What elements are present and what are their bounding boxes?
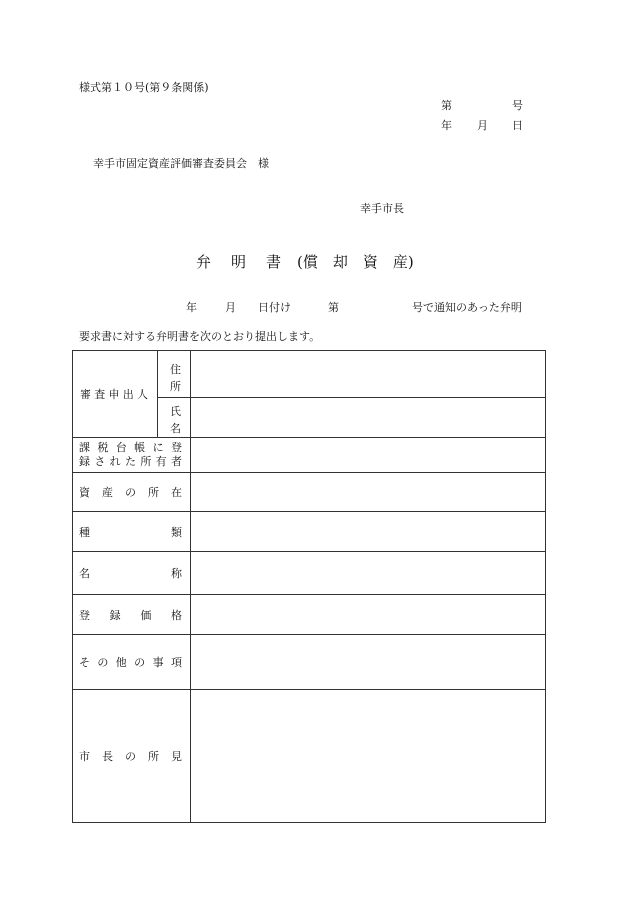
label-char: 名 [79, 567, 90, 580]
notice-month: 月 [225, 301, 236, 314]
label-char: 産 [102, 486, 113, 499]
label-char: 登 [170, 441, 182, 454]
label-char: 所 [148, 750, 159, 763]
label-name [170, 403, 184, 437]
label-char: の [97, 656, 109, 669]
label-location [79, 473, 182, 511]
kind-field[interactable] [191, 512, 545, 551]
label-char: 台 [115, 441, 127, 454]
notice-year: 年 [186, 301, 197, 314]
label-char: 資 [79, 486, 90, 499]
label-char: さ [94, 455, 106, 468]
label-item-name [79, 552, 182, 594]
label-char: 住 [170, 363, 181, 376]
label-char: 有 [155, 455, 167, 468]
label-char: 種 [79, 525, 90, 539]
label-char: 氏 [170, 405, 181, 418]
label-char: 市 [79, 750, 90, 763]
label-value [79, 595, 182, 634]
form-number: 様式第１０号(第９条関係) [79, 81, 209, 94]
label-char: 所 [140, 455, 152, 468]
label-address [170, 361, 184, 395]
label-char: 課 [79, 441, 90, 454]
value-field[interactable] [191, 595, 545, 634]
date-year: 年 [441, 119, 452, 132]
label-char: 人 [137, 388, 148, 401]
label-char: 申 [108, 388, 120, 401]
label-char: の [134, 656, 146, 669]
label-char: 格 [170, 608, 182, 622]
label-char: 出 [122, 388, 134, 401]
label-char: 見 [171, 750, 182, 763]
doc-number-dai: 第 [441, 99, 452, 112]
doc-number-go: 号 [512, 99, 523, 112]
notice-dated: 日付け [258, 301, 291, 314]
label-char: そ [79, 656, 90, 669]
date-day: 日 [512, 119, 523, 132]
label-mayor-opinion [79, 690, 182, 822]
intro-line: 要求書に対する弁明書を次のとおり提出します。 [79, 330, 321, 343]
label-char: 所 [148, 486, 159, 499]
label-char: 在 [171, 486, 182, 499]
address-field[interactable] [191, 351, 545, 397]
label-char: 名 [170, 422, 181, 435]
label-kind [79, 512, 182, 551]
owner-field[interactable] [191, 438, 545, 472]
other-field[interactable] [191, 635, 545, 689]
label-char: に [152, 441, 164, 454]
sender: 幸手市長 [360, 202, 404, 215]
label-char: 所 [170, 380, 181, 393]
label-char: 事 [152, 656, 164, 669]
label-char: 称 [171, 567, 182, 580]
label-owner-line2 [79, 455, 182, 469]
title-char: 書 [266, 253, 282, 271]
mayor-opinion-field[interactable] [191, 690, 545, 822]
date-month: 月 [477, 119, 488, 132]
label-char: れ [109, 455, 121, 468]
label-char: 査 [94, 388, 106, 401]
label-other [79, 635, 182, 689]
document-title [196, 255, 414, 270]
label-char: 税 [97, 441, 109, 454]
label-char: 録 [79, 455, 90, 468]
name-field[interactable] [191, 398, 545, 437]
label-char: 者 [170, 455, 182, 468]
label-char: 他 [115, 656, 127, 669]
title-char: 弁 [196, 253, 212, 271]
label-char: 項 [170, 656, 182, 669]
label-owner-line1 [79, 441, 182, 455]
label-char: の [125, 486, 136, 499]
notice-rest: 号で通知のあった弁明 [412, 301, 522, 314]
label-char: 長 [102, 750, 113, 763]
item-name-field[interactable] [191, 552, 545, 594]
label-char: 審 [80, 388, 91, 401]
label-char: 類 [171, 525, 182, 539]
label-char: 価 [140, 608, 152, 622]
label-char: た [124, 455, 136, 468]
notice-dai: 第 [328, 301, 339, 314]
addressee: 幸手市固定資産評価審査委員会 様 [93, 157, 269, 170]
label-char: の [125, 750, 136, 763]
title-char: 明 [231, 253, 247, 271]
label-char: 録 [109, 608, 121, 622]
label-char: 登 [79, 608, 90, 622]
label-char: 帳 [134, 441, 146, 454]
location-field[interactable] [191, 473, 545, 511]
label-applicant [80, 351, 148, 437]
title-paren: (償 却 資 産) [297, 253, 414, 271]
